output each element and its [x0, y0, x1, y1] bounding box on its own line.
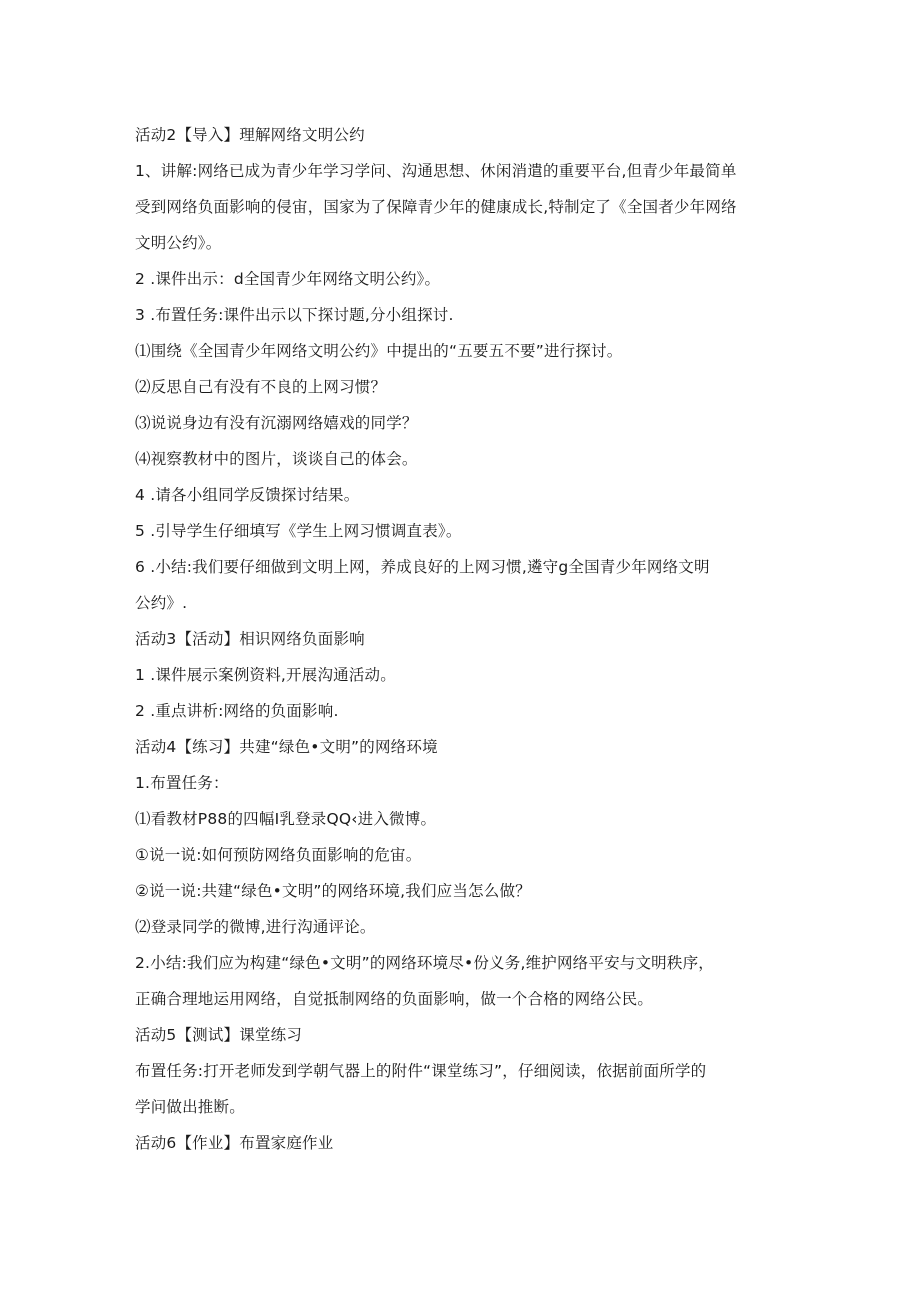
sub-list-item: ⑷视察教材中的图片，谈谈自己的体会。	[135, 450, 418, 468]
list-item: 1.布置任务：	[135, 774, 229, 792]
paragraph-line: 受到网络负面影响的侵宙，国家为了保障青少年的健康成长,特制定了《全国者少年网络	[135, 198, 737, 216]
paragraph-line: 文明公约》。	[135, 234, 222, 252]
paragraph-line: 布置任务:打开老师发到学朝气器上的附件“课堂练习”，仔细阅读，依据前面所学的	[135, 1062, 707, 1080]
sub-list-item: ①说一说:如何预防网络负面影响的危宙。	[135, 846, 422, 864]
activity-2-heading: 活动2【导入】理解网络文明公约	[135, 126, 365, 144]
sub-list-item: ②说一说:共建“绿色•文明”的网络环境,我们应当怎么做？	[135, 882, 531, 900]
paragraph-line: 正确合理地运用网络，自觉抵制网络的负面影响，做一个合格的网络公民。	[135, 990, 654, 1008]
list-item: 2 .课件出示：d全国青少年网络文明公约》。	[135, 270, 441, 288]
paragraph-line: 1、讲解:网络已成为青少年学习学问、沟通思想、休闲消遣的重要平台,但青少年最简单	[135, 162, 737, 180]
sub-list-item: ⑵登录同学的微博,进行沟通评论。	[135, 918, 376, 936]
activity-4-heading: 活动4【练习】共建“绿色•文明”的网络环境	[135, 738, 438, 756]
activity-5-heading: 活动5【测试】课堂练习	[135, 1026, 303, 1044]
paragraph-line: 公约》.	[135, 594, 188, 612]
sub-list-item: ⑴看教材P88的四幅I乳登录QQ‹进入微博。	[135, 810, 437, 828]
document-body	[135, 117, 785, 1161]
list-item: 5 .引导学生仔细填写《学生上网习惯调直表》。	[135, 522, 462, 540]
sub-list-item: ⑴围绕《全国青少年网络文明公约》中提出的“五要五不要”进行探讨。	[135, 342, 623, 360]
activity-3-heading: 活动3【活动】相识网络负面影响	[135, 630, 365, 648]
paragraph-line: 学问做出推断。	[135, 1098, 245, 1116]
list-item: 1 .课件展示案例资料,开展沟通活动。	[135, 666, 396, 684]
activity-6-heading: 活动6【作业】布置家庭作业	[135, 1134, 334, 1152]
sub-list-item: ⑶说说身边有没有沉溺网络嬉戏的同学？	[135, 414, 418, 432]
list-item: 3 .布置任务:课件出示以下探讨题,分小组探讨.	[135, 306, 454, 324]
sub-list-item: ⑵反思自己有没有不良的上网习惯？	[135, 378, 387, 396]
list-item: 2.小结:我们应为构建“绿色•文明”的网络环境尽•份义务,维护网络平安与文明秩序，	[135, 954, 714, 972]
list-item: 4 .请各小组同学反馈探讨结果。	[135, 486, 360, 504]
list-item: 2 .重点讲析:网络的负面影响.	[135, 702, 339, 720]
list-item: 6 .小结:我们要仔细做到文明上网，养成良好的上网习惯,遴守g全国青少年网络文明	[135, 558, 710, 576]
